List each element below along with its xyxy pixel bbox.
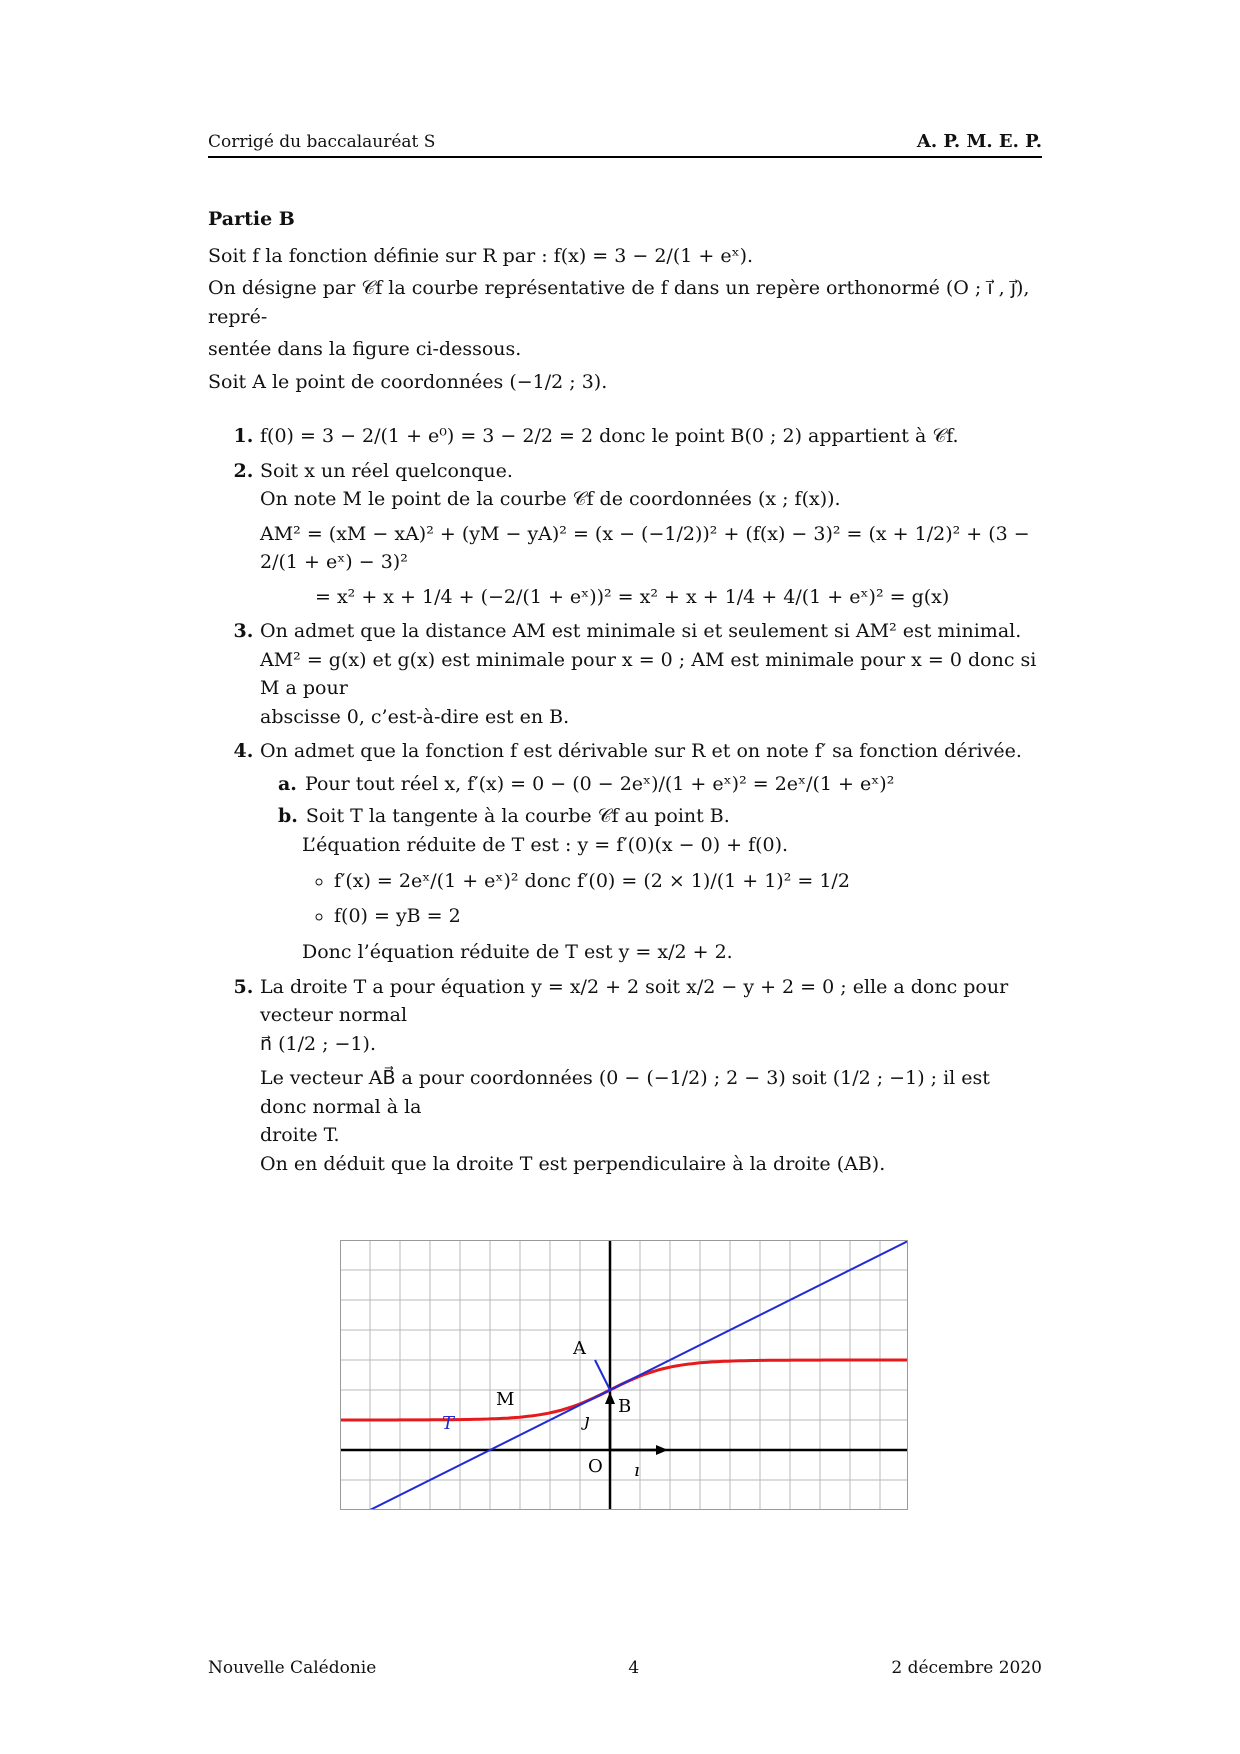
q4-b-bullets	[314, 867, 1042, 930]
q3-line-1: 3. On admet que la distance AM est minimale si et seulement si AM² est minimal.	[260, 620, 1022, 642]
label-t: T	[442, 1413, 455, 1434]
q5-line-4: droite T.	[260, 1124, 340, 1146]
section-title: Partie B	[208, 208, 295, 230]
footer-right: 2 décembre 2020	[891, 1658, 1042, 1678]
segment-ab	[595, 1360, 610, 1390]
q1-text: f(0) = 3 − 2/(1 + e⁰) = 3 − 2/2 = 2 donc le point B(0 ; 2) appartient à 𝒞f.	[260, 425, 959, 447]
intro-line-3: sentée dans la figure ci-dessous.	[208, 338, 522, 360]
q4-part-b	[278, 802, 1042, 967]
question-4	[260, 737, 1042, 967]
q4-conclusion: Donc l’équation réduite de T est y = x/2 + 2.	[302, 941, 733, 963]
vector-j-head	[605, 1392, 615, 1404]
figure-svg	[340, 1240, 908, 1510]
q2-equation-2: = x² + x + 1/4 + (−2/(1 + eˣ))² = x² + x + 1/4 + 4/(1 + eˣ)² = g(x)	[315, 585, 950, 608]
label-a: A	[573, 1338, 586, 1359]
q4-a-text: Pour tout réel x, f′(x) = 0 − (0 − 2eˣ)/(1 + eˣ)² = 2eˣ/(1 + eˣ)²	[304, 772, 895, 795]
question-5	[260, 973, 1042, 1179]
q5-line-5: On en déduit que la droite T est perpendiculaire à la droite (AB).	[260, 1152, 886, 1175]
label-b: B	[618, 1396, 632, 1417]
q2-line-2: On note M le point de la courbe 𝒞f de coordonnées (x ; f(x)).	[260, 488, 841, 510]
label-j: ȷ	[584, 1410, 590, 1431]
q4-b-line-1: Soit T la tangente à la courbe 𝒞f au point B.	[305, 805, 730, 827]
q4-line-1: 4. On admet que la fonction f est dérivable sur R et on note f′ sa fonction dérivée.	[260, 740, 1022, 762]
document-body	[208, 205, 1042, 1184]
vector-i-head	[656, 1445, 668, 1455]
grid	[340, 1240, 908, 1510]
label-o: O	[588, 1456, 603, 1477]
q4-b-label: b.	[278, 805, 298, 827]
footer-left: Nouvelle Calédonie	[208, 1658, 377, 1678]
q4-bullet-1: ◦ f′(x) = 2eˣ/(1 + eˣ)² donc f′(0) = (2 × 1)/(1 + 1)² = 1/2	[334, 867, 1042, 896]
q5-line-3: Le vecteur AB⃗ a pour coordonnées (0 − (−1/2) ; 2 − 3) soit (1/2 ; −1) ; il est donc normal à la	[260, 1067, 990, 1118]
page-footer	[208, 1658, 1042, 1678]
intro-line-4: Soit A le point de coordonnées (−1/2 ; 3).	[208, 370, 608, 393]
footer-page-number: 4	[628, 1658, 640, 1678]
figure-frame	[341, 1241, 908, 1510]
question-1	[260, 422, 1042, 451]
question-list	[208, 422, 1042, 1178]
q4-a-label: a.	[278, 772, 297, 795]
intro-line-1: Soit f la fonction définie sur R par : f(x) = 3 − 2/(1 + eˣ).	[208, 244, 754, 267]
label-m: M	[496, 1389, 515, 1411]
header-left: Corrigé du baccalauréat S	[208, 132, 436, 152]
header-right: A. P. M. E. P.	[916, 131, 1042, 152]
intro-line-2: On désigne par 𝒞f la courbe représentative de f dans un repère orthonormé (O ; i⃗ , j⃗), repré-	[208, 277, 1030, 328]
question-3	[260, 617, 1042, 731]
q4-part-a	[278, 770, 1042, 799]
q4-bullet-2: ◦ f(0) = yB = 2	[334, 902, 1042, 931]
q3-line-3: abscisse 0, c’est-à-dire est en B.	[260, 705, 570, 728]
tangent-line-t	[340, 1241, 908, 1510]
q3-line-2: AM² = g(x) et g(x) est minimale pour x = 0 ; AM est minimale pour x = 0 donc si M a pour	[260, 648, 1037, 699]
page-header	[208, 124, 1042, 158]
question-2	[260, 457, 1042, 612]
q5-line-2: n⃗ (1/2 ; −1).	[260, 1032, 377, 1055]
label-i: ı	[634, 1460, 640, 1481]
q5-line-1: 5. La droite T a pour équation y = x/2 + 2 soit x/2 − y + 2 = 0 ; elle a donc pour vecteur normal	[260, 975, 1009, 1026]
figure	[340, 1240, 908, 1510]
q4-b-line-2: L’équation réduite de T est : y = f′(0)(x − 0) + f(0).	[302, 833, 789, 856]
q2-equation-1: AM² = (xM − xA)² + (yM − yA)² = (x − (−1/2))² + (f(x) − 3)² = (x + 1/2)² + (3 − 2/(1 + eˣ) − 3)²	[260, 522, 1030, 573]
q2-line-1: 2. Soit x un réel quelconque.	[260, 459, 513, 482]
